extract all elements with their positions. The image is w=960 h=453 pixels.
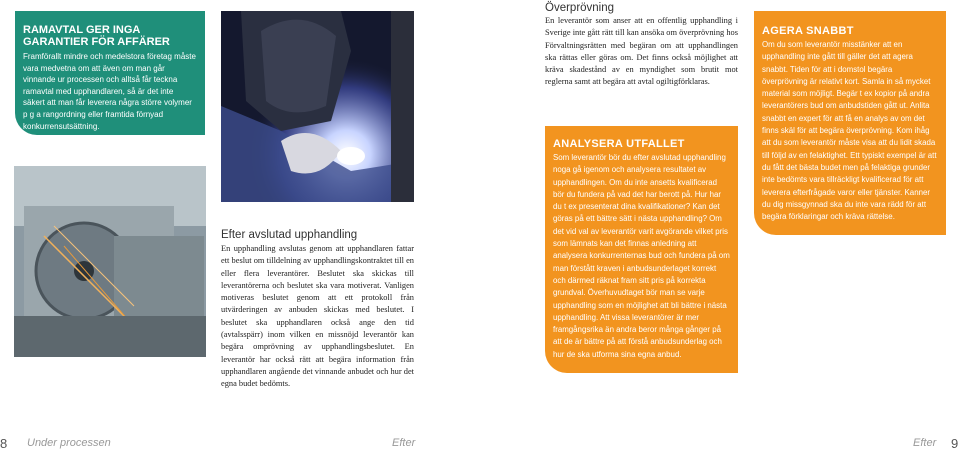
after-procurement-text: En upphandling avslutas genom att upphandlaren fattar ett beslut om tilldelning av upphandlingskontraktet till en eller flera leverantörer. Beslutet ska skickas till leverantörerna och beslutet ska vara motiverat. Vanligen motiveras beslutet genom att ett protokoll från utvärderingen av anbuden skickas med beslutet. I beslutet ska upphandlaren också ange den tid (avtalsspärr) inom vilken en missnöjd leverantör kan begära omprövning av upphandlingsbeslutet. En leverantör har också rätt att begära information från upphandlaren angående det vinnande anbudet och hur det egna budet bedömts. (221, 244, 414, 389)
left-page-number: 8 (0, 436, 8, 451)
left-footer-label: Under processen (27, 437, 111, 449)
analyze-outcome-title: ANALYSERA UTFALLET (553, 138, 685, 150)
act-quickly-title: AGERA SNABBT (762, 25, 854, 37)
right-page-number: 9 (951, 436, 959, 451)
act-quickly-box (754, 11, 946, 235)
act-quickly-text: Om du som leverantör misstänker att en upphandling inte gått till gäller det att agera snabbt. Tiden för att i domstol begära överprövning är relativt kort. Samla in så mycket material som möjligt. Begär t ex kopior på andra leverantörers bud om anbudstiden gått ut. Anlita snabbt en expert för att få en analys av om det finns skäl för att begära överprövning. Kom ihåg att du som leverantör måste visa att du lidit skada till följd av en felaktighet. Ett typiskt exempel är att du fått det bästa budet men på felaktiga grunder inte bedömts vara tillräckligt kvalificerad för att leverera efterfrågade varor eller tjänster. Kanner du dig missgynnad ska du inte vara rädd för att begära förklaringar och kräva rättelse. (762, 40, 937, 222)
review-section (545, 2, 738, 89)
after-procurement-heading: Efter avslutad upphandling (221, 229, 358, 241)
right-footer-section: Efter (913, 437, 937, 449)
metal-saw-photo (14, 166, 206, 357)
welder-photo (221, 11, 414, 202)
framework-warning-box (15, 11, 205, 135)
after-procurement-section (221, 229, 414, 391)
framework-warning-title: RAMAVTAL GER INGA GARANTIER FÖR AFFÄRER (23, 24, 170, 48)
framework-warning-text: Framförallt mindre och medelstora företag måste vara medvetna om att även om man går vinnande ur processen och alltså får teckna ramavtal med upphandlaren, så är det inte säkert att man får leverera några större volymer p g a rangordning eller framtida förnyad konkurrensutsättning. (23, 52, 196, 131)
left-footer-section: Efter (392, 437, 416, 449)
review-heading: Överprövning (545, 2, 615, 14)
analyze-outcome-text: Som leverantör bör du efter avslutad upphandling noga gå igenom och analysera resultatet av upphandlingen. Om du inte ansetts kvalificerad bör du fundera på vad det har berott på. Hur har du t ex presenterat dina kvalifikationer? Kan det göras på ett bättre sätt i nästa upphandling? Om det vid val av leverantör varit avgörande vilket pris som lämnats kan det finnas anledning att analysera konkurrenternas bud och fundera på om man förstått kraven i anbudsunderlaget korrekt och därmed räknat fram sitt pris på korrekta grundval. Överhuvudtaget bör man se varje upphandling som en möjlighet att bli bättre i nästa upphandling. Att vissa leverantörer är mer framgångsrika än andra beror många gånger på att de är bättre på att förstå anbudsunderlag och hur de ska utforma sina egna anbud. (553, 153, 730, 359)
analyze-outcome-box (545, 126, 738, 373)
review-text: En leverantör som anser att en offentlig upphandling i Sverige inte gått rätt till kan ansöka om överprövning hos Förvaltningsrätten med begäran om att upphandlingen ska rättas eller göras om. Det finns också möjlighet att kräva skadestånd av en myndighet som brutit mot reglerna samt att begära att avtal ogiltigförklaras. (545, 16, 738, 87)
